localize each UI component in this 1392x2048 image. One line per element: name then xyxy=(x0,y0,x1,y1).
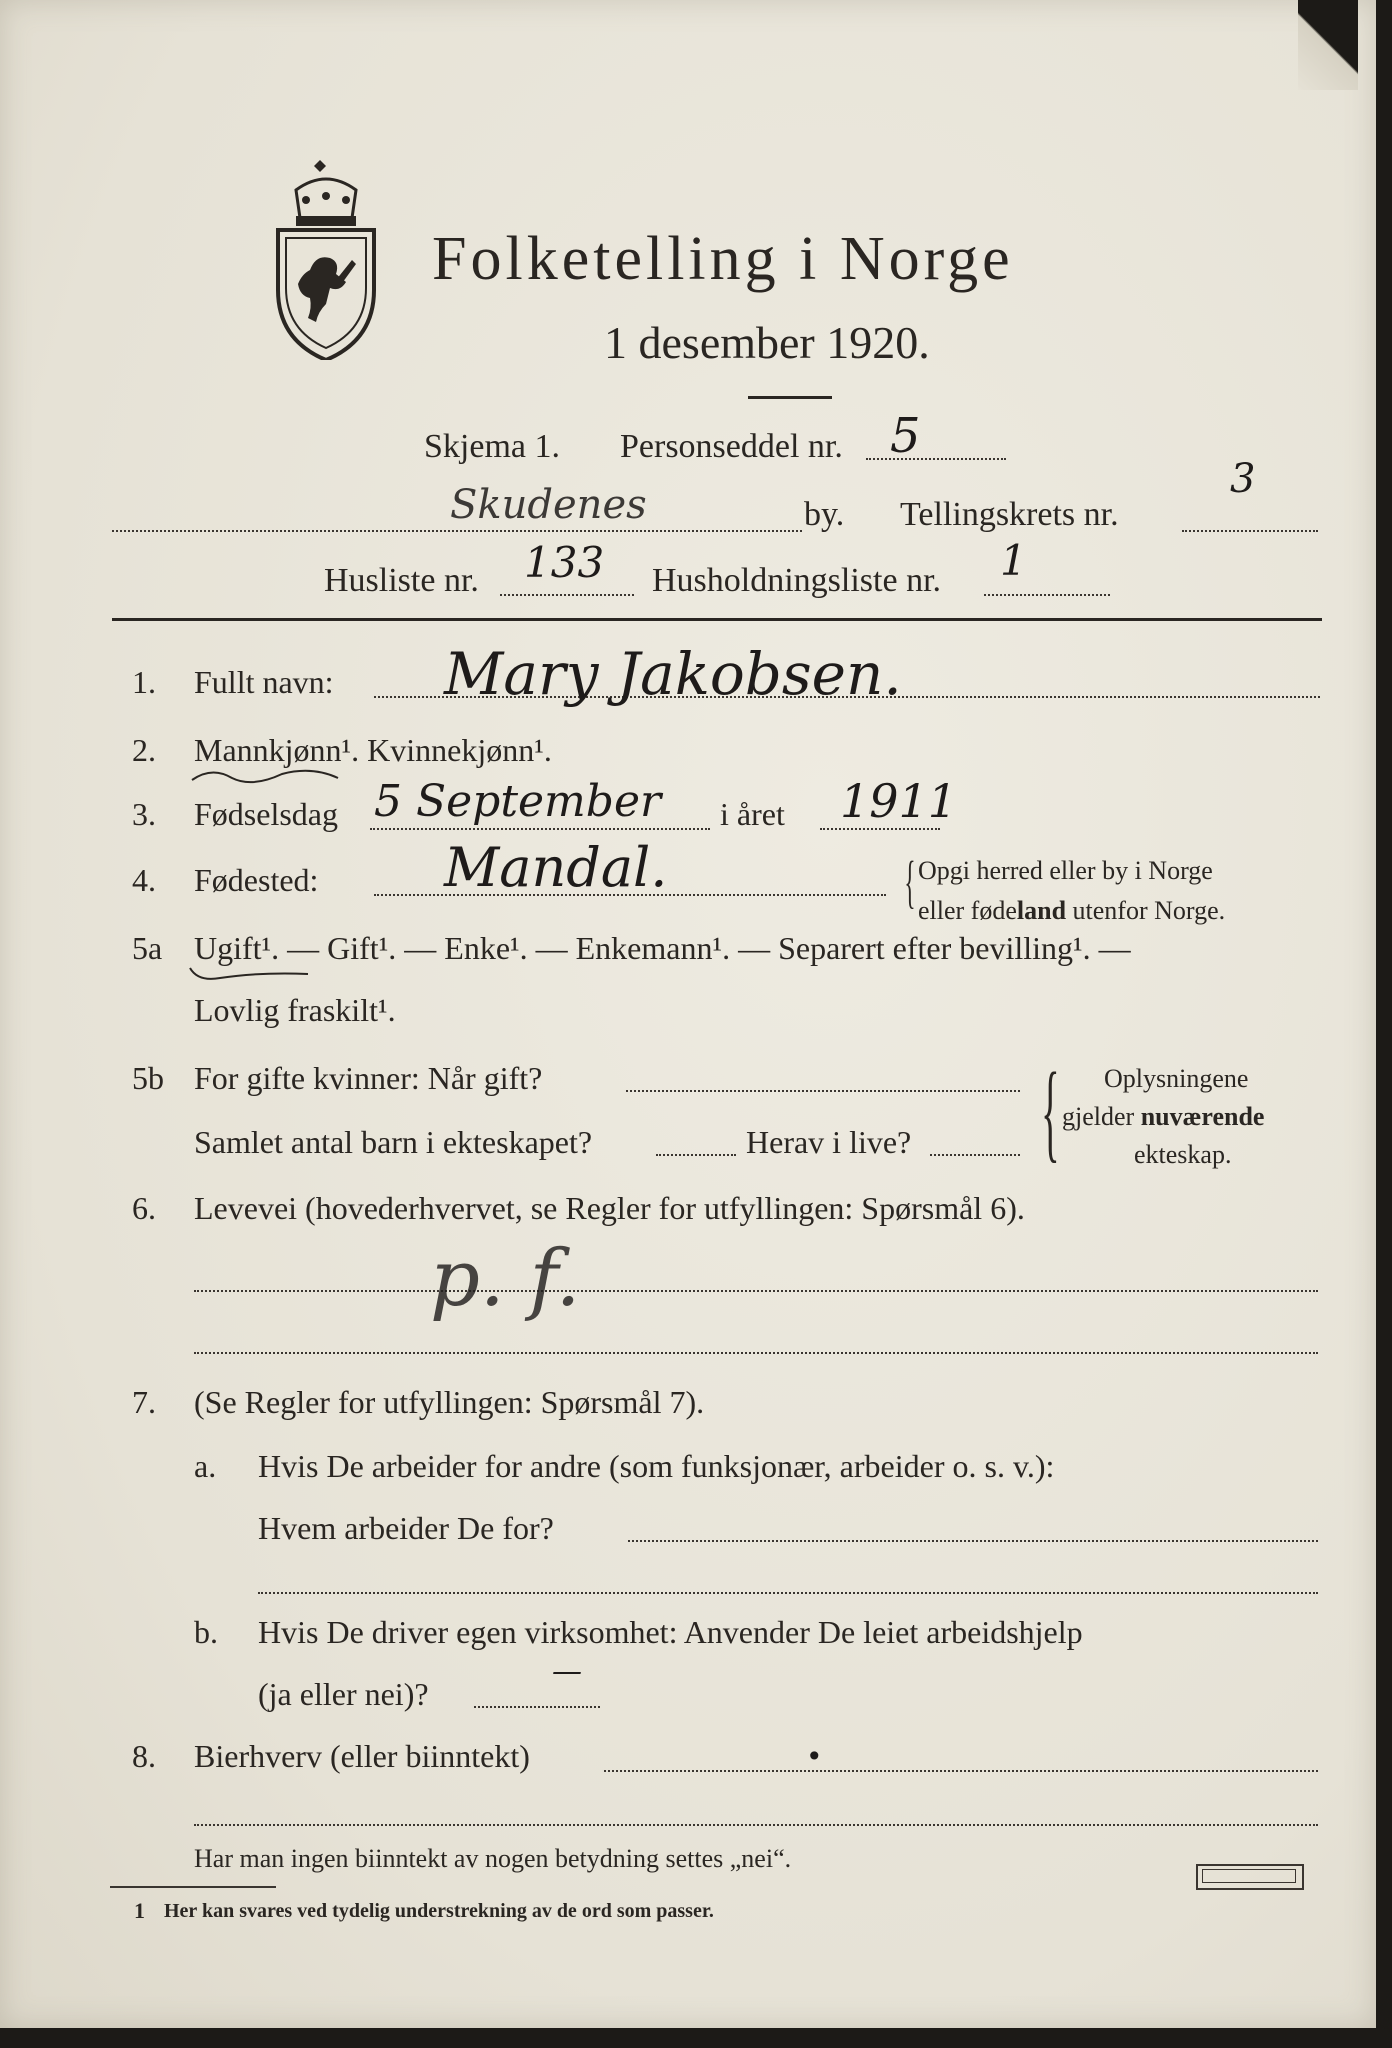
q5b-children-label: Samlet antal barn i ekteskapet? xyxy=(194,1124,593,1160)
q3-year-line xyxy=(820,828,940,830)
printer-stamp xyxy=(1196,1864,1304,1890)
tellingskrets-line xyxy=(1182,530,1318,532)
q2-number: 2. xyxy=(132,732,156,768)
footnote-divider xyxy=(110,1886,276,1888)
q3-number: 3. xyxy=(132,796,156,832)
q5a-underline-mark xyxy=(188,964,312,986)
husliste-label: Husliste nr. xyxy=(324,562,479,599)
q8-line2 xyxy=(194,1824,1318,1826)
q8-number: 8. xyxy=(132,1738,156,1774)
q5b-number: 5b xyxy=(132,1060,164,1096)
q4-note-line2: eller fødeland utenfor Norge. xyxy=(918,896,1226,925)
footnote-text: Her kan svares ved tydelig understrekning av de ord som passer. xyxy=(164,1900,714,1922)
q7-label: (Se Regler for utfyllingen: Spørsmål 7). xyxy=(194,1384,705,1420)
husliste-value[interactable]: 133 xyxy=(524,538,605,587)
personseddel-line xyxy=(866,458,1006,460)
q7b-line xyxy=(474,1706,600,1708)
q4-value[interactable]: Mandal. xyxy=(444,836,668,899)
no-income-note: Har man ingen biinntekt av nogen betydning settes „nei“. xyxy=(194,1844,792,1873)
q6-line2 xyxy=(194,1352,1318,1354)
husliste-line xyxy=(500,594,634,596)
q5b-label: For gifte kvinner: Når gift? xyxy=(194,1060,543,1096)
q4-number: 4. xyxy=(132,862,156,898)
q7b-letter: b. xyxy=(194,1614,218,1650)
tellingskrets-label: Tellingskrets nr. xyxy=(900,496,1119,533)
personseddel-label: Personseddel nr. xyxy=(620,428,843,465)
q7a-label-cont: Hvem arbeider De for? xyxy=(258,1510,554,1546)
q5b-alive-label: Herav i live? xyxy=(746,1124,912,1160)
q7b-value[interactable]: — xyxy=(552,1654,582,1689)
tellingskrets-value[interactable]: 3 xyxy=(1230,456,1256,502)
husholdningsliste-label: Husholdningsliste nr. xyxy=(652,562,942,599)
q4-note-line1: Opgi herred eller by i Norge xyxy=(918,856,1213,885)
q5b-brace: { xyxy=(1041,1050,1060,1172)
q1-value[interactable]: Mary Jakobsen. xyxy=(444,640,902,708)
q5a-number: 5a xyxy=(132,930,163,966)
q3-label: Fødselsdag xyxy=(194,796,338,832)
q5b-note-line1: Oplysningene xyxy=(1104,1064,1249,1093)
q5b-note-line2: gjelder nuværende xyxy=(1062,1102,1265,1131)
q3-day-line xyxy=(370,828,710,830)
q6-number: 6. xyxy=(132,1190,156,1226)
q7b-label-cont: (ja eller nei)? xyxy=(258,1676,429,1712)
q7a-line2 xyxy=(258,1592,1318,1594)
by-label: by. xyxy=(804,496,845,533)
q4-label: Fødested: xyxy=(194,862,319,898)
personseddel-value[interactable]: 5 xyxy=(890,408,921,464)
q5b-children-line xyxy=(656,1154,736,1156)
q7a-letter: a. xyxy=(194,1448,217,1484)
q3-day-value[interactable]: 5 September xyxy=(374,776,662,827)
q2-label: Mannkjønn¹. Kvinnekjønn¹. xyxy=(194,732,552,768)
q5b-note-line3: ekteskap. xyxy=(1134,1140,1232,1169)
q5a-label: Ugift¹. — Gift¹. — Enke¹. — Enkemann¹. — Separert efter bevilling¹. — xyxy=(194,930,1131,966)
norwegian-coat-of-arms-icon xyxy=(266,160,386,360)
q5b-married-line xyxy=(626,1090,1020,1092)
skjema-label: Skjema 1. xyxy=(424,428,560,465)
town-value[interactable]: Skudenes xyxy=(450,482,647,528)
q5a-label-cont: Lovlig fraskilt¹. xyxy=(194,992,396,1028)
town-line xyxy=(112,530,802,532)
q7a-label: Hvis De arbeider for andre (som funksjonær, arbeider o. s. v.): xyxy=(258,1448,1055,1484)
husholdningsliste-line xyxy=(984,594,1110,596)
q6-value[interactable]: p. f. xyxy=(430,1234,581,1324)
q8-label: Bierhverv (eller biinntekt) xyxy=(194,1738,530,1774)
q2-handwritten-mark xyxy=(190,766,340,790)
q8-line1 xyxy=(604,1770,1318,1772)
q1-label: Fullt navn: xyxy=(194,664,334,700)
husholdningsliste-value[interactable]: 1 xyxy=(1000,536,1027,585)
title-divider xyxy=(748,396,832,399)
q6-label: Levevei (hovederhvervet, se Regler for utfyllingen: Spørsmål 6). xyxy=(194,1190,1025,1226)
q4-brace: { xyxy=(904,849,916,914)
q3-year-label: i året xyxy=(720,796,785,832)
q7-number: 7. xyxy=(132,1384,156,1420)
folded-corner xyxy=(1298,0,1358,90)
form-title: Folketelling i Norge xyxy=(432,225,1014,293)
form-date: 1 desember 1920. xyxy=(604,317,930,368)
q1-number: 1. xyxy=(132,664,156,700)
q7a-line1 xyxy=(628,1540,1318,1542)
header-divider xyxy=(112,618,1322,621)
q3-year-value[interactable]: 1911 xyxy=(840,774,958,828)
q6-line1 xyxy=(194,1290,1318,1292)
q8-value[interactable]: • xyxy=(806,1740,823,1773)
q7b-label: Hvis De driver egen virksomhet: Anvender De leiet arbeidshjelp xyxy=(258,1614,1083,1650)
footnote-mark: 1 xyxy=(134,1898,145,1923)
q5b-alive-line xyxy=(930,1154,1020,1156)
